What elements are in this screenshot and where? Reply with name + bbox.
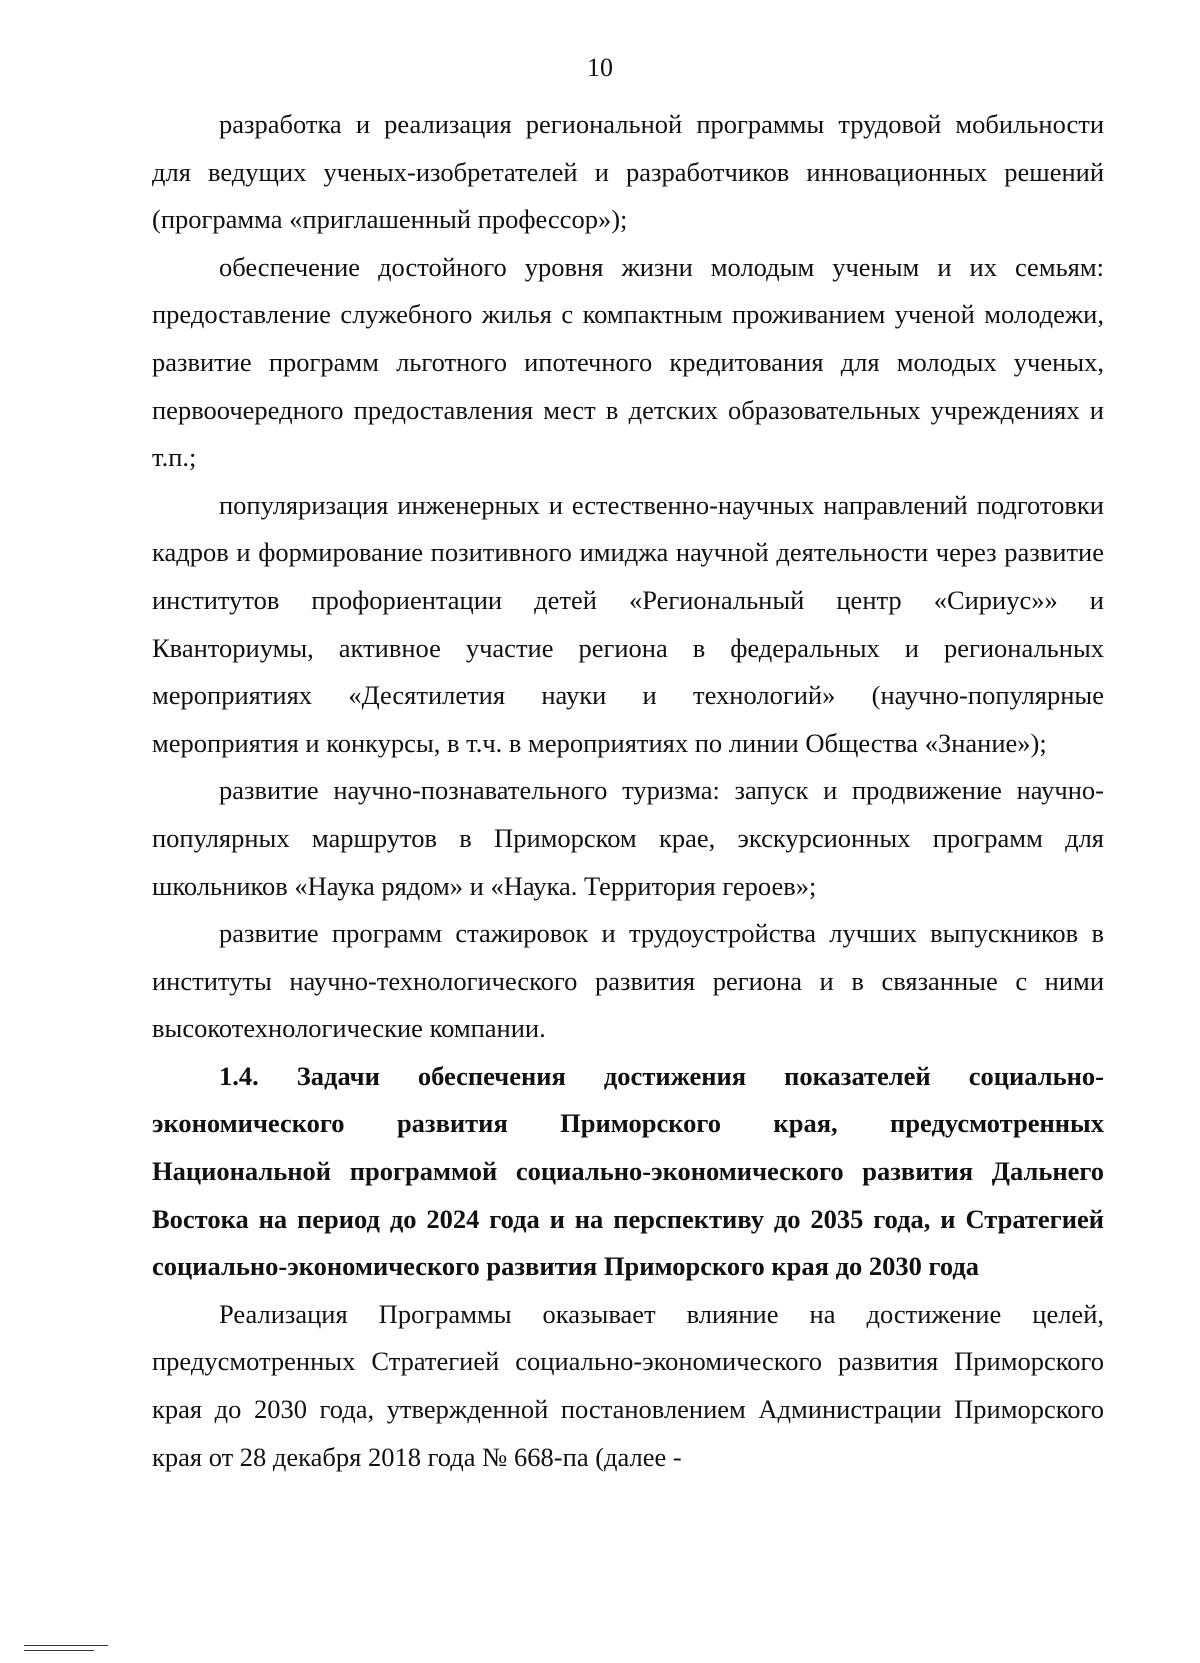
paragraph-popularization: популяризация инженерных и естественно-научных направлений подготовки кадров и формирование позитивного имиджа научной деятельности через развитие институтов профориентации детей «Региональный центр «Сириус»» и Кванториумы, активное участие региона в федеральных и региональных мероприятиях «Десятилетия науки и технологий» (научно-популярные мероприятия и конкурсы, в т.ч. в мероприятиях по линии Общества «Знание»); [152, 489, 1104, 758]
scan-edge-mark [24, 1645, 108, 1646]
page-number: 10 [587, 53, 613, 82]
paragraph-program-impact: Реализация Программы оказывает влияние на достижение целей, предусмотренных Стратегией социально-экономического развития Приморского края до 2030 года, утвержденной постановлением Администрации Приморского края от 28 декабря 2018 года № 668-па (далее - [152, 1298, 1104, 1472]
paragraph-young-scientists: обеспечение достойного уровня жизни молодым ученым и их семьям: предоставление служебного жилья с компактным проживанием ученой молодежи, развитие программ льготного ипотечного кредитования для молодых ученых, первоочередного предоставления мест в детских образовательных учреждениях и т.п.; [152, 251, 1104, 473]
paragraph-labor-mobility: разработка и реализация региональной программы трудовой мобильности для ведущих ученых-изобретателей и разработчиков инновационных решений (программа «приглашенный профессор»); [152, 109, 1104, 235]
scan-edge-mark [24, 1650, 94, 1651]
document-body [152, 101, 1104, 1481]
paragraph-science-tourism: развитие научно-познавательного туризма: запуск и продвижение научно-популярных маршрутов в Приморском крае, экскурсионных программ для школьников «Наука рядом» и «Наука. Территория героев»; [152, 775, 1104, 901]
section-heading: 1.4. Задачи обеспечения достижения показателей социально-экономического развития Приморского края, предусмотренных Национальной программой социально-экономического развития Дальнего Востока на период до 2024 года и на перспективу до 2035 года, и Стратегией социально-экономического развития Приморского края до 2030 года [152, 1060, 1104, 1282]
paragraph-internships: развитие программ стажировок и трудоустройства лучших выпускников в институты научно-технологического развития региона и в связанные с ними высокотехнологические компании. [152, 918, 1104, 1044]
